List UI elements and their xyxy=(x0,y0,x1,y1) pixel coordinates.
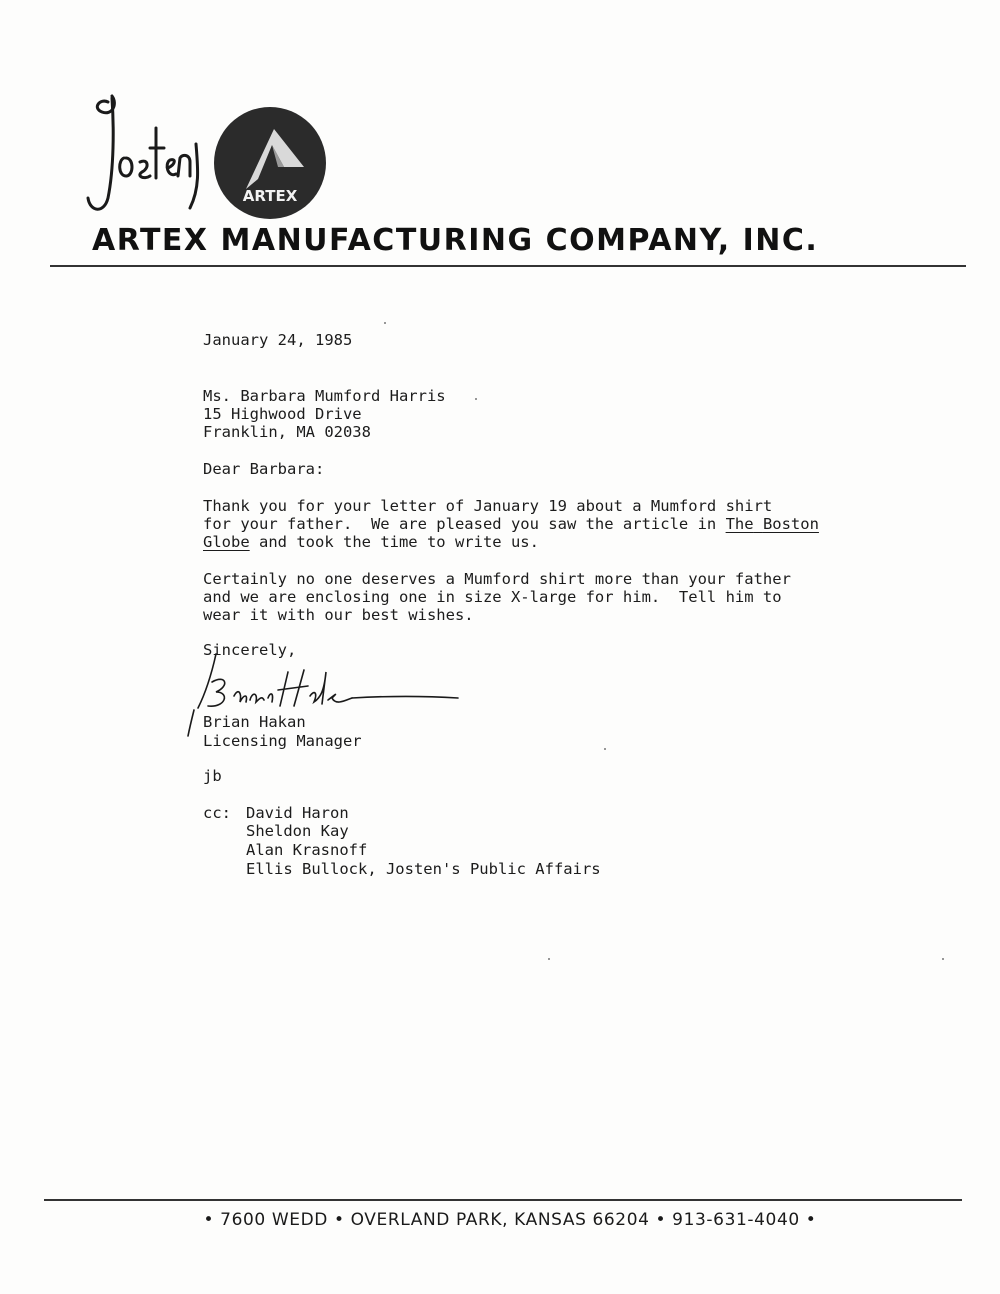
recipient-street: 15 Highwood Drive xyxy=(203,405,362,423)
paragraph2-line1: Certainly no one deserves a Mumford shirt more than your father xyxy=(203,570,791,588)
cc-recipient: David Haron xyxy=(246,804,349,822)
scan-speck xyxy=(942,958,944,960)
newspaper-title-the: The xyxy=(725,515,754,533)
salutation: Dear Barbara: xyxy=(203,460,325,478)
footer-address: • 7600 WEDD • OVERLAND PARK, KANSAS 66204 • 913-631-4040 • xyxy=(203,1210,817,1230)
paragraph1-line2-text: for your father. We are pleased you saw the article in xyxy=(203,515,726,533)
paragraph1-line1: Thank you for your letter of January 19 about a Mumford shirt xyxy=(203,497,773,515)
cc-label: cc: xyxy=(203,804,231,822)
scan-speck xyxy=(384,322,386,324)
company-name: ARTEX MANUFACTURING COMPANY, INC. xyxy=(92,223,819,258)
scan-speck xyxy=(548,958,550,960)
paragraph1-line3 xyxy=(203,533,539,552)
recipient-city: Franklin, MA 02038 xyxy=(203,423,371,441)
paragraph2-line2: and we are enclosing one in size X-large for him. Tell him to xyxy=(203,588,782,606)
newspaper-title-globe: Globe xyxy=(203,533,250,551)
newspaper-title-boston: Boston xyxy=(762,515,819,533)
footer-rule xyxy=(44,1199,962,1201)
scan-speck xyxy=(475,398,477,400)
paragraph1-line2 xyxy=(203,515,819,534)
cc-recipient: Alan Krasnoff xyxy=(246,841,368,859)
signer-name: Brian Hakan xyxy=(203,713,306,731)
letter-date: January 24, 1985 xyxy=(203,331,353,349)
signer-title: Licensing Manager xyxy=(203,732,362,750)
scan-speck xyxy=(604,748,606,750)
paragraph2-line3: wear it with our best wishes. xyxy=(203,606,474,624)
cc-recipient: Sheldon Kay xyxy=(246,822,349,840)
artex-badge-logo xyxy=(212,105,328,221)
recipient-name: Ms. Barbara Mumford Harris xyxy=(203,387,446,405)
paragraph1-line3-text: and took the time to write us. xyxy=(249,533,539,551)
jostens-script-logo xyxy=(78,88,208,218)
cc-recipient: Ellis Bullock, Josten's Public Affairs xyxy=(246,860,601,878)
closing: Sincerely, xyxy=(203,641,297,659)
badge-text: ARTEX xyxy=(242,187,298,205)
typist-initials: jb xyxy=(203,767,222,785)
header-rule xyxy=(50,265,966,267)
